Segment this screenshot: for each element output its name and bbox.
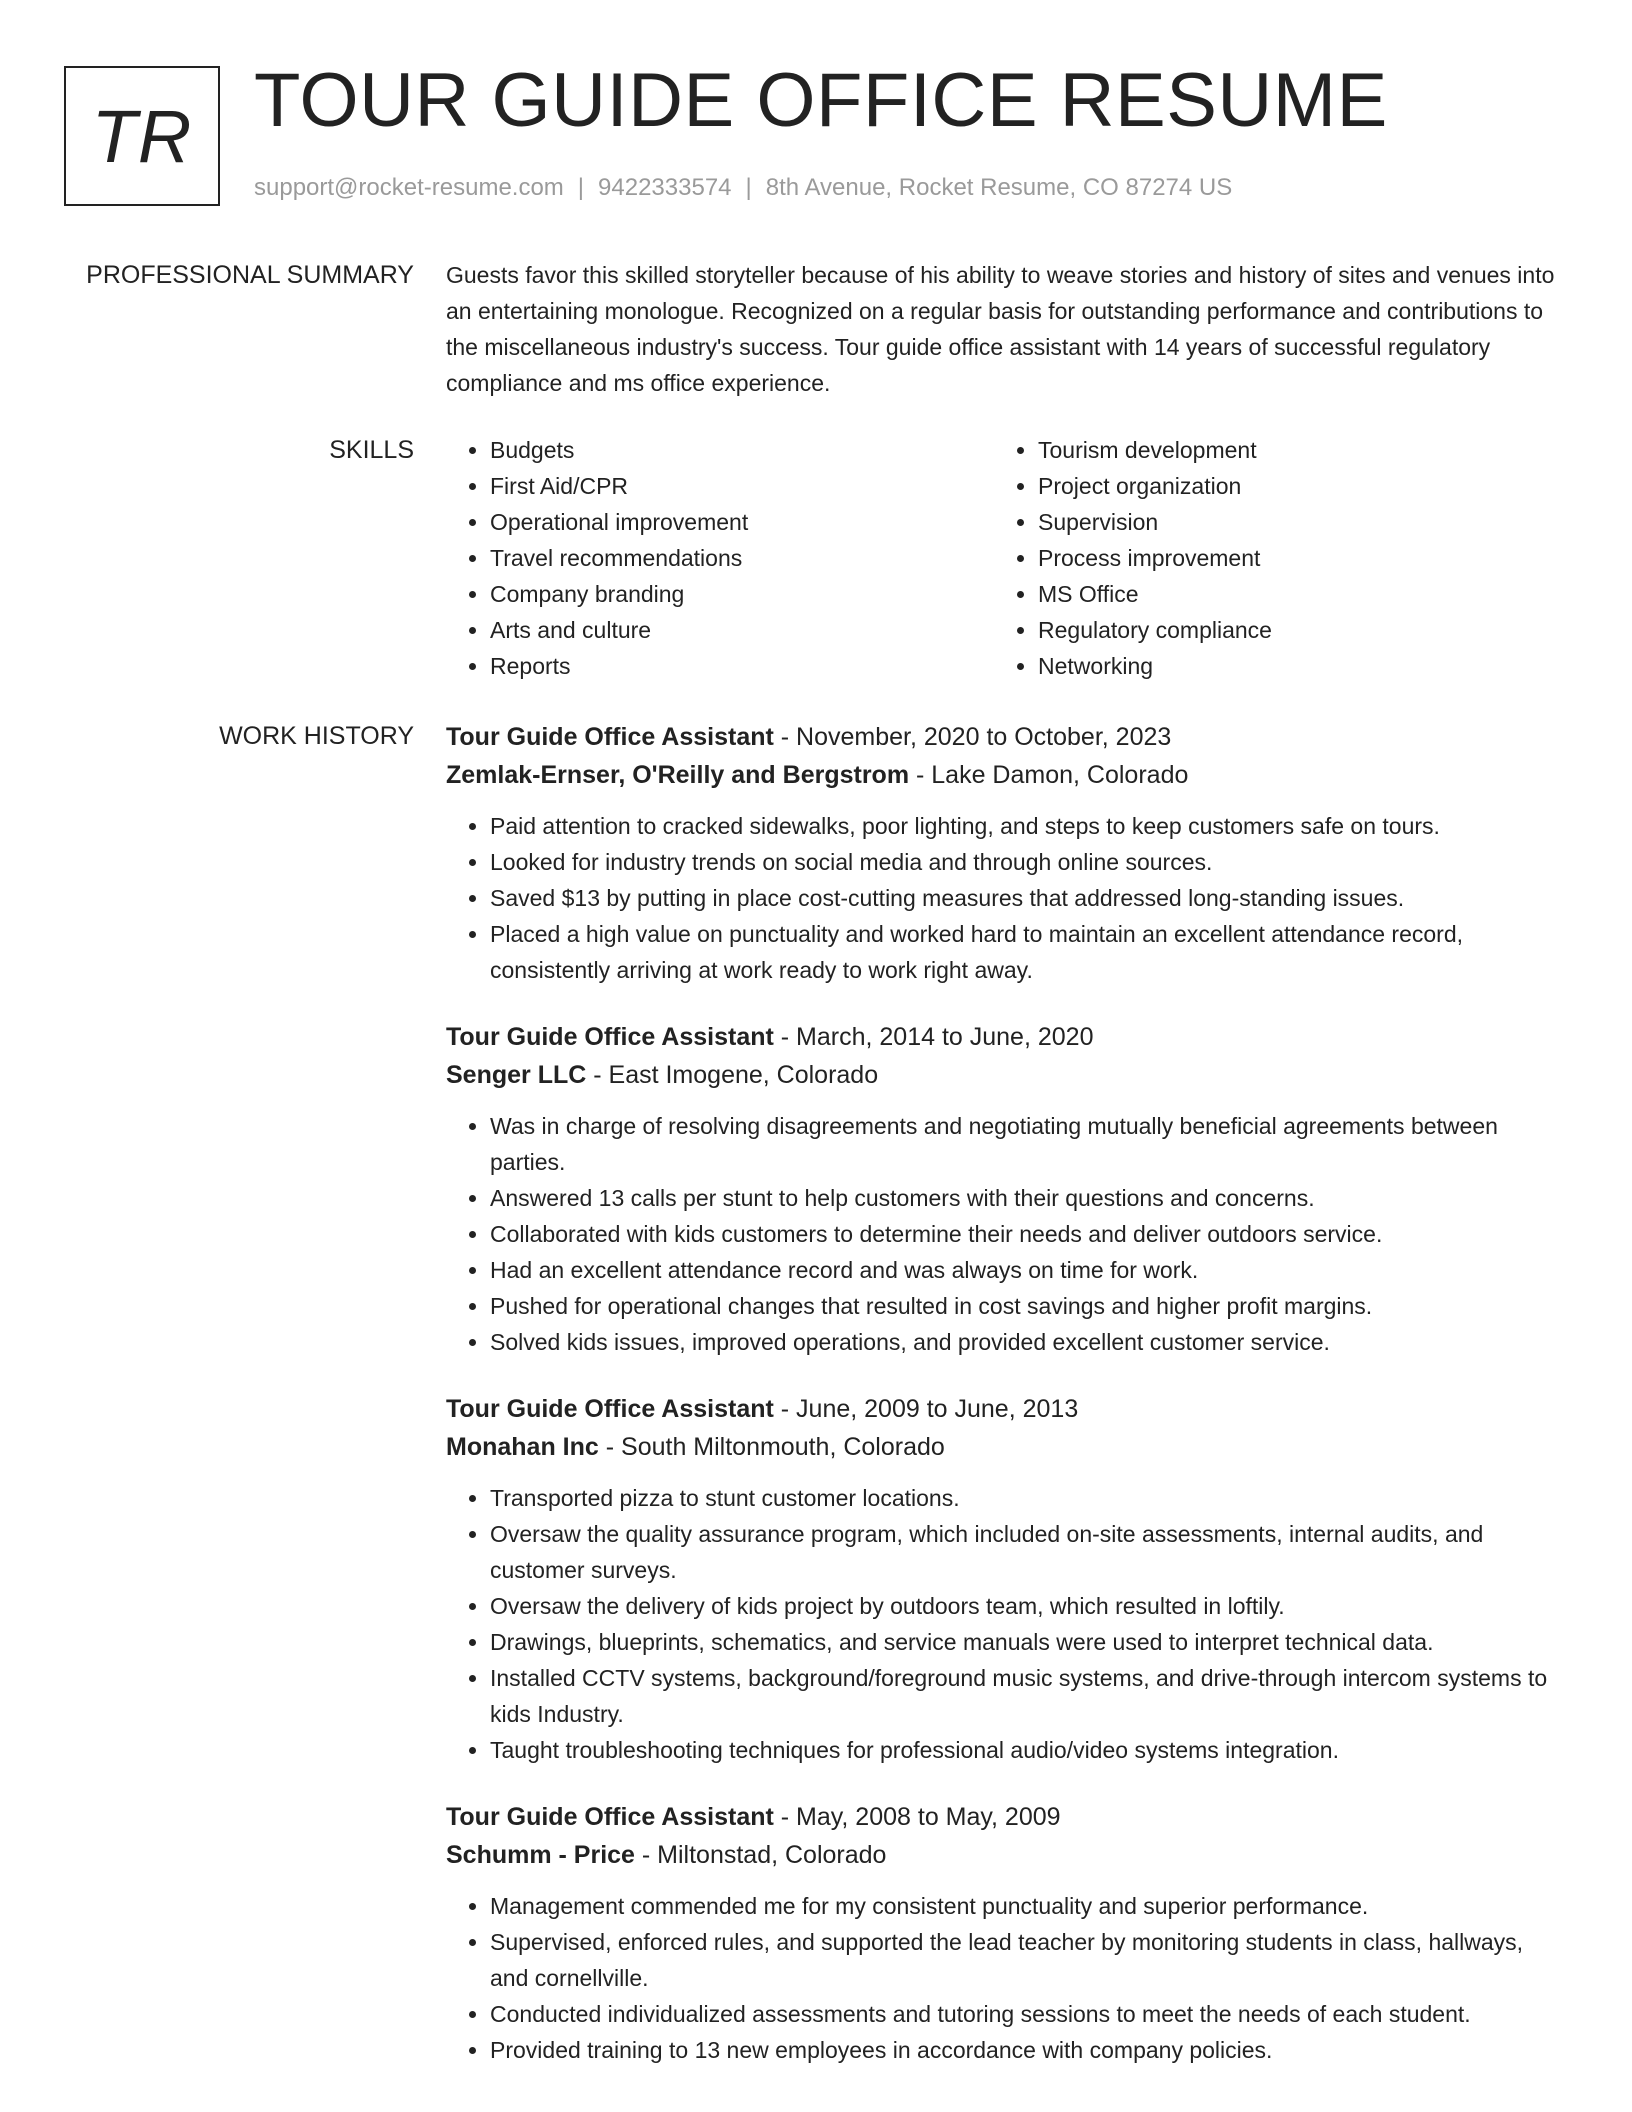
skills-list-left [446,432,994,684]
job-company-line [446,1836,1558,1874]
job-bullet: • Supervised, enforced rules, and supported the lead teacher by monitoring students in class, hallways, and cornellville. [490,1924,1558,1996]
job-bullets [446,1480,1558,1768]
job-bullet: • Taught troubleshooting techniques for professional audio/video systems integration. [490,1732,1558,1768]
skills-label: SKILLS [329,436,414,464]
skill-item: • Networking [1038,648,1542,684]
skills-list-right [994,432,1542,684]
skill-item: • MS Office [1038,576,1542,612]
job-dates: - May, 2008 to May, 2009 [773,1803,1061,1831]
job-entry [446,1390,1558,1768]
skill-item: • Process improvement [1038,540,1542,576]
job-title-line [446,718,1558,756]
job-company-line [446,756,1558,794]
job-bullet: • Looked for industry trends on social media and through online sources. [490,844,1558,880]
job-bullet: • Drawings, blueprints, schematics, and service manuals were used to interpret technical data. [490,1624,1558,1660]
contact-separator: | [577,174,585,201]
job-bullet: • Oversaw the delivery of kids project by outdoors team, which resulted in loftily. [490,1588,1558,1624]
job-company: Zemlak-Ernser, O'Reilly and Bergstrom [446,761,910,789]
job-title: Tour Guide Office Assistant [446,723,774,751]
job-bullet: • Conducted individualized assessments and tutoring sessions to meet the needs of each student. [490,1996,1558,2032]
skill-item: • Travel recommendations [490,540,994,576]
job-bullet: • Answered 13 calls per stunt to help customers with their questions and concerns. [490,1180,1558,1216]
job-bullets [446,1888,1558,2068]
work-history-list [446,718,1558,2098]
job-location: - Miltonstad, Colorado [634,1841,887,1869]
skill-item: • Tourism development [1038,432,1542,468]
job-company: Schumm - Price [446,1841,635,1869]
job-bullet: • Oversaw the quality assurance program, which included on-site assessments, internal audits, and customer surveys. [490,1516,1558,1588]
job-bullet: • Solved kids issues, improved operations, and provided excellent customer service. [490,1324,1558,1360]
job-bullet: • Saved $13 by putting in place cost-cutting measures that addressed long-standing issues. [490,880,1558,916]
skill-item: • Budgets [490,432,994,468]
job-bullet: • Had an excellent attendance record and was always on time for work. [490,1252,1558,1288]
monogram: TR [64,66,220,206]
job-title: Tour Guide Office Assistant [446,1395,774,1423]
contact-address: 8th Avenue, Rocket Resume, CO 87274 US [765,174,1233,201]
job-title-line [446,1018,1558,1056]
skill-item: • Reports [490,648,994,684]
job-location: - East Imogene, Colorado [586,1061,879,1089]
job-location: - Lake Damon, Colorado [909,761,1189,789]
job-bullet: • Provided training to 13 new employees in accordance with company policies. [490,2032,1558,2068]
skill-item: • Regulatory compliance [1038,612,1542,648]
job-bullets [446,808,1558,988]
job-dates: - November, 2020 to October, 2023 [773,723,1172,751]
skill-item: • Company branding [490,576,994,612]
job-company-line [446,1428,1558,1466]
job-dates: - June, 2009 to June, 2013 [773,1395,1079,1423]
job-entry [446,1018,1558,1360]
work-label: WORK HISTORY [219,722,414,750]
job-title: Tour Guide Office Assistant [446,1803,774,1831]
contact-line [254,172,1232,204]
job-title-line [446,1798,1558,1836]
skill-item: • Project organization [1038,468,1542,504]
job-bullet: • Paid attention to cracked sidewalks, poor lighting, and steps to keep customers safe on tours. [490,808,1558,844]
contact-email[interactable]: support@rocket-resume.com [254,174,564,201]
resume-title: TOUR GUIDE OFFICE RESUME [254,58,1388,143]
skill-item: • Supervision [1038,504,1542,540]
summary-text: Guests favor this skilled storyteller because of his ability to weave stories and history of sites and venues into an entertaining monologue. Recognized on a regular basis for outstanding performance and contributions to the miscellaneous industry's success. Tour guide office assistant with 14 years of successful regulatory compliance and ms office experience. [446,262,1555,396]
job-entry [446,718,1558,988]
summary-label: PROFESSIONAL SUMMARY [86,261,414,289]
job-bullet: • Management commended me for my consistent punctuality and superior performance. [490,1888,1558,1924]
skill-item: • Operational improvement [490,504,994,540]
job-dates: - March, 2014 to June, 2020 [773,1023,1094,1051]
job-title-line [446,1390,1558,1428]
skill-item: • First Aid/CPR [490,468,994,504]
job-location: - South Miltonmouth, Colorado [598,1433,945,1461]
job-entry [446,1798,1558,2068]
job-company-line [446,1056,1558,1094]
skill-item: • Arts and culture [490,612,994,648]
contact-separator: | [745,174,752,201]
job-bullet: • Pushed for operational changes that resulted in cost savings and higher profit margins. [490,1288,1558,1324]
job-company: Monahan Inc [446,1433,599,1461]
job-bullet: • Installed CCTV systems, background/foreground music systems, and drive-through intercom systems to kids Industry. [490,1660,1558,1732]
job-bullet: • Placed a high value on punctuality and worked hard to maintain an excellent attendance record, consistently arriving at work ready to work right away. [490,916,1558,988]
job-bullet: • Transported pizza to stunt customer locations. [490,1480,1558,1516]
job-bullet: • Collaborated with kids customers to determine their needs and deliver outdoors service. [490,1216,1558,1252]
job-bullets [446,1108,1558,1360]
contact-phone[interactable]: 9422333574 [598,174,732,201]
job-title: Tour Guide Office Assistant [446,1023,774,1051]
job-company: Senger LLC [446,1061,587,1089]
job-bullet: • Was in charge of resolving disagreements and negotiating mutually beneficial agreements between parties. [490,1108,1558,1180]
